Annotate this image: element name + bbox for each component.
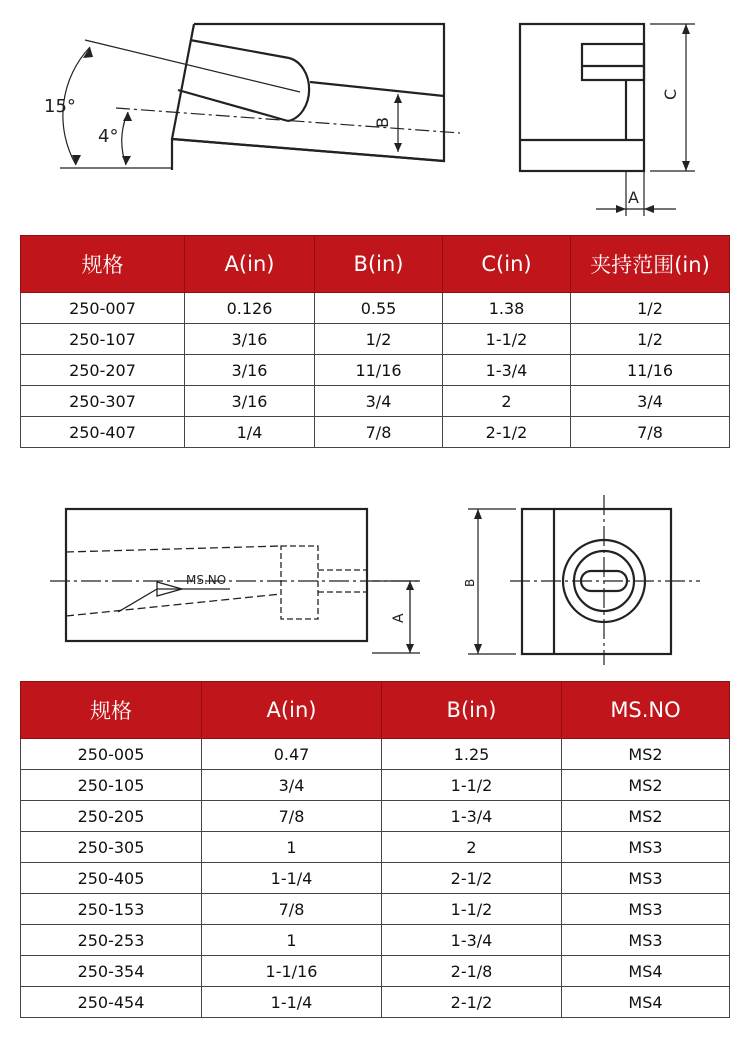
table-row — [21, 355, 730, 386]
cell-b: 3/4 — [315, 386, 443, 417]
cell-ms-no: MS4 — [562, 987, 730, 1018]
cell-clamp-range: 3/4 — [571, 386, 730, 417]
ms-no-label: MS.NO — [186, 573, 227, 587]
cell-spec: 250-107 — [21, 324, 185, 355]
cell-spec: 250-153 — [21, 894, 202, 925]
cell-c: 1-1/2 — [443, 324, 571, 355]
cell-a: 1-1/16 — [202, 956, 382, 987]
cell-ms-no: MS2 — [562, 739, 730, 770]
header-a: A(in) — [185, 236, 315, 293]
table-row — [21, 863, 730, 894]
cell-a: 3/16 — [185, 386, 315, 417]
dimension-a-label: A — [391, 613, 407, 623]
cell-clamp-range: 1/2 — [571, 293, 730, 324]
cell-b: 2-1/2 — [382, 863, 562, 894]
cell-clamp-range: 1/2 — [571, 324, 730, 355]
table-row — [21, 925, 730, 956]
cell-ms-no: MS4 — [562, 956, 730, 987]
header-c: C(in) — [443, 236, 571, 293]
cell-c: 2-1/2 — [443, 417, 571, 448]
dimension-c-label: C — [661, 88, 680, 100]
cell-a: 1 — [202, 925, 382, 956]
cell-spec: 250-253 — [21, 925, 202, 956]
header-clamp-range: 夹持范围(in) — [571, 236, 730, 293]
cell-clamp-range: 7/8 — [571, 417, 730, 448]
cell-c: 1.38 — [443, 293, 571, 324]
header-b: B(in) — [382, 682, 562, 739]
table-row — [21, 386, 730, 417]
cell-a: 3/16 — [185, 355, 315, 386]
cell-ms-no: MS3 — [562, 863, 730, 894]
wedge-clamp-drawing-bottom — [0, 490, 750, 670]
cell-spec: 250-207 — [21, 355, 185, 386]
cell-b: 1-1/2 — [382, 894, 562, 925]
cell-spec: 250-007 — [21, 293, 185, 324]
cell-b: 2-1/8 — [382, 956, 562, 987]
wedge-clamp-drawing-top — [0, 0, 750, 225]
cell-a: 3/4 — [202, 770, 382, 801]
table-row — [21, 739, 730, 770]
cell-ms-no: MS2 — [562, 770, 730, 801]
table-row — [21, 832, 730, 863]
cell-a: 0.126 — [185, 293, 315, 324]
cell-clamp-range: 11/16 — [571, 355, 730, 386]
cell-spec: 250-405 — [21, 863, 202, 894]
spec-table-1 — [20, 235, 730, 448]
header-spec: 规格 — [21, 682, 202, 739]
table-header-row — [21, 236, 730, 293]
drawing-bottom — [0, 490, 750, 670]
dimension-b-label: B — [373, 117, 392, 128]
cell-b: 0.55 — [315, 293, 443, 324]
cell-ms-no: MS3 — [562, 894, 730, 925]
table-row — [21, 894, 730, 925]
cell-a: 1-1/4 — [202, 987, 382, 1018]
cell-a: 1-1/4 — [202, 863, 382, 894]
cell-spec: 250-354 — [21, 956, 202, 987]
drawing-top — [0, 0, 750, 225]
dimension-a-label: A — [628, 188, 639, 207]
cell-spec: 250-307 — [21, 386, 185, 417]
cell-b: 1-1/2 — [382, 770, 562, 801]
cell-a: 3/16 — [185, 324, 315, 355]
cell-a: 1 — [202, 832, 382, 863]
header-a: A(in) — [202, 682, 382, 739]
table-header-row — [21, 682, 730, 739]
header-spec: 规格 — [21, 236, 185, 293]
angle-15-label: 15° — [44, 96, 76, 117]
table-row — [21, 417, 730, 448]
cell-spec: 250-105 — [21, 770, 202, 801]
cell-b: 1-3/4 — [382, 801, 562, 832]
cell-a: 1/4 — [185, 417, 315, 448]
cell-ms-no: MS2 — [562, 801, 730, 832]
cell-b: 1-3/4 — [382, 925, 562, 956]
cell-a: 7/8 — [202, 801, 382, 832]
cell-b: 2 — [382, 832, 562, 863]
cell-a: 7/8 — [202, 894, 382, 925]
table-row — [21, 770, 730, 801]
cell-b: 1/2 — [315, 324, 443, 355]
table-row — [21, 956, 730, 987]
cell-spec: 250-407 — [21, 417, 185, 448]
table-row — [21, 293, 730, 324]
header-ms-no: MS.NO — [562, 682, 730, 739]
header-b: B(in) — [315, 236, 443, 293]
table-row — [21, 987, 730, 1018]
cell-a: 0.47 — [202, 739, 382, 770]
cell-b: 1.25 — [382, 739, 562, 770]
cell-spec: 250-305 — [21, 832, 202, 863]
cell-c: 2 — [443, 386, 571, 417]
cell-b: 7/8 — [315, 417, 443, 448]
table-row — [21, 801, 730, 832]
cell-c: 1-3/4 — [443, 355, 571, 386]
dimension-b-label: B — [463, 578, 477, 587]
spec-table-2 — [20, 681, 730, 1018]
cell-ms-no: MS3 — [562, 832, 730, 863]
cell-b: 11/16 — [315, 355, 443, 386]
cell-b: 2-1/2 — [382, 987, 562, 1018]
cell-ms-no: MS3 — [562, 925, 730, 956]
cell-spec: 250-205 — [21, 801, 202, 832]
cell-spec: 250-454 — [21, 987, 202, 1018]
cell-spec: 250-005 — [21, 739, 202, 770]
table-row — [21, 324, 730, 355]
angle-4-label: 4° — [98, 126, 119, 147]
